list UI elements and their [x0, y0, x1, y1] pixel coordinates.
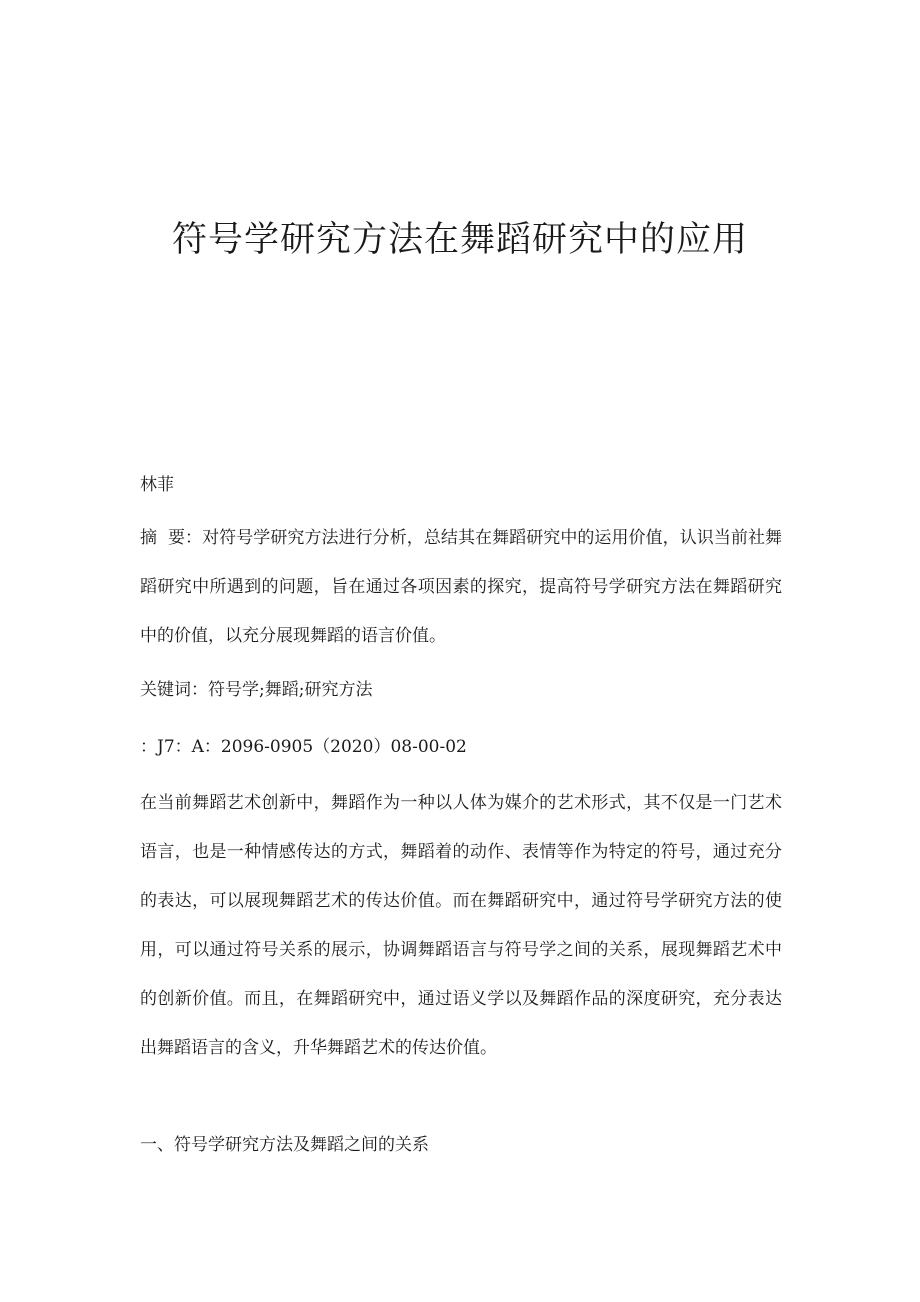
abstract-paragraph: [140, 514, 782, 661]
document-title: 符号学研究方法在舞蹈研究中的应用: [171, 220, 748, 260]
author-name: 林菲: [140, 475, 174, 495]
intro-paragraph: 在当前舞蹈艺术创新中，舞蹈作为一种以人体为媒介的艺术形式，其不仅是一门艺术语言，也是一种情感传达的方式，舞蹈着的动作、表情等作为特定的符号，通过充分的表达，可以展现舞蹈艺术的传达价值。而在舞蹈研究中，通过符号学研究方法的使用，可以通过符号关系的展示，协调舞蹈语言与符号学之间的关系，展现舞蹈艺术中的创新价值。而且，在舞蹈研究中，通过语义学以及舞蹈作品的深度研究，充分表达出舞蹈语言的含义，升华舞蹈艺术的传达价值。: [140, 793, 782, 1058]
keywords-line: [140, 666, 782, 715]
keywords-text: 符号学;舞蹈;研究方法: [208, 680, 373, 700]
classification-line: ：J7：A：2096-0905（2020）08-00-02: [140, 737, 467, 757]
section-heading: 一、符号学研究方法及舞蹈之间的关系: [140, 1135, 429, 1155]
keywords-label: 关键词：: [140, 680, 208, 700]
abstract-text: 对符号学研究方法进行分析，总结其在舞蹈研究中的运用价值，认识当前社舞蹈研究中所遇到的问题，旨在通过各项因素的探究，提高符号学研究方法在舞蹈研究中的价值，以充分展现舞蹈的语言价值。: [140, 528, 783, 646]
abstract-label: 摘 要：: [140, 528, 203, 548]
